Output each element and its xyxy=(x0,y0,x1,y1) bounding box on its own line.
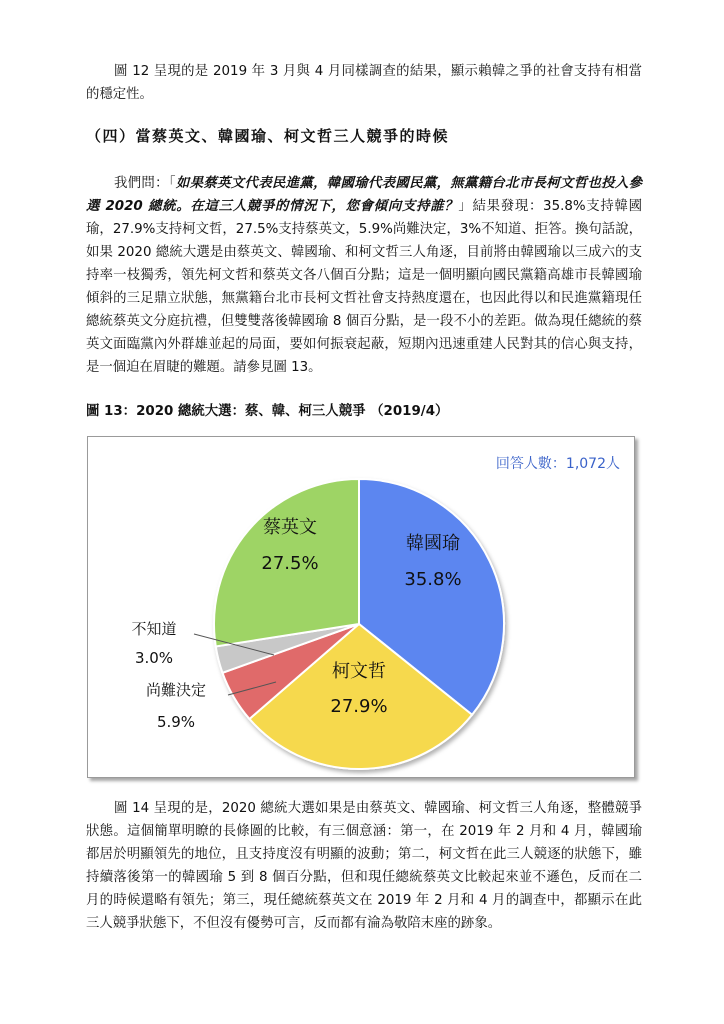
slice-value-label: 5.9% xyxy=(156,713,196,731)
pie-chart xyxy=(88,437,634,777)
slice-label: 蔡英文 xyxy=(263,517,317,538)
survey-question: 如果蔡英文代表民進黨，韓國瑜代表國民黨，無黨籍台北市長柯文哲也投入參選 2020 總統。在這三人競爭的情況下，您會傾向支持誰？ xyxy=(86,176,642,214)
slice-value-label: 3.0% xyxy=(134,649,174,667)
slice-label: 不知道 xyxy=(131,620,177,638)
slice-value-label: 27.9% xyxy=(330,696,388,717)
question-lead: 我們問：「 xyxy=(114,176,176,191)
slice-value-label: 27.5% xyxy=(261,553,319,574)
slice-label: 柯文哲 xyxy=(332,661,386,682)
paragraph-figure14-summary: 圖 14 呈現的是，2020 總統大選如果是由蔡英文、韓國瑜、柯文哲三人角逐，整體競爭狀態。這個簡單明瞭的長條圖的比較，有三個意涵：第一，在 2019 年 2 月和 4 月，韓國瑜都居於明顯領先的地位，且支持度沒有明顯的波動；第二，柯文哲在此三人競逐的狀態下，雖持續落後第一的韓國瑜 5 到 8 個百分點，但和現任總統蔡英文比較起來並不遜色，反而在二月的時候還略有領先；第三，現任總統蔡英文在 2019 年 2 月和 4 月的調查中，都顯示在此三人競爭狀態下，不但沒有優勢可言，反而都有淪為敬陪末座的跡象。 xyxy=(86,801,642,931)
section-heading: （四）當蔡英文、韓國瑜、柯文哲三人競爭的時候 xyxy=(86,127,450,145)
figure-caption: 圖 13：2020 總統大選：蔡、韓、柯三人競爭 （2019/4） xyxy=(86,404,449,419)
paragraph-body: 」結果發現：35.8%支持韓國瑜，27.9%支持柯文哲，27.5%支持蔡英文，5.9%尚難決定，3%不知道、拒答。換句話說，如果 2020 總統大選是由蔡英文、韓國瑜、和柯文哲三人角逐，目前將由韓國瑜以三成六的支持率一枝獨秀，領先柯文哲和蔡英文各八個百分點；這是一個明顯向國民黨籍高雄市長韓國瑜傾斜的三足鼎立狀態，無黨籍台北市長柯文哲社會支持熱度還在，也因此得以和民進黨籍現任總統蔡英文分庭抗禮，但雙雙落後韓國瑜 8 個百分點，是一段不小的差距。做為現任總統的蔡英文面臨黨內外群雄並起的局面，要如何振衰起蔽，短期內迅速重建人民對其的信心與支持，是一個迫在眉睫的難題。請參見圖 13。 xyxy=(86,199,643,375)
respondent-count: 回答人數：1,072人 xyxy=(495,456,620,472)
slice-label: 尚難決定 xyxy=(145,681,207,699)
paragraph-figure12-summary: 圖 12 呈現的是 2019 年 3 月與 4 月同樣調查的結果，顯示賴韓之爭的社會支持有相當的穩定性。 xyxy=(86,64,642,102)
slice-value-label: 35.8% xyxy=(404,569,462,590)
slice-label: 韓國瑜 xyxy=(406,533,460,554)
paragraph-three-way-race xyxy=(86,172,642,379)
figure-13-chart xyxy=(87,436,635,778)
